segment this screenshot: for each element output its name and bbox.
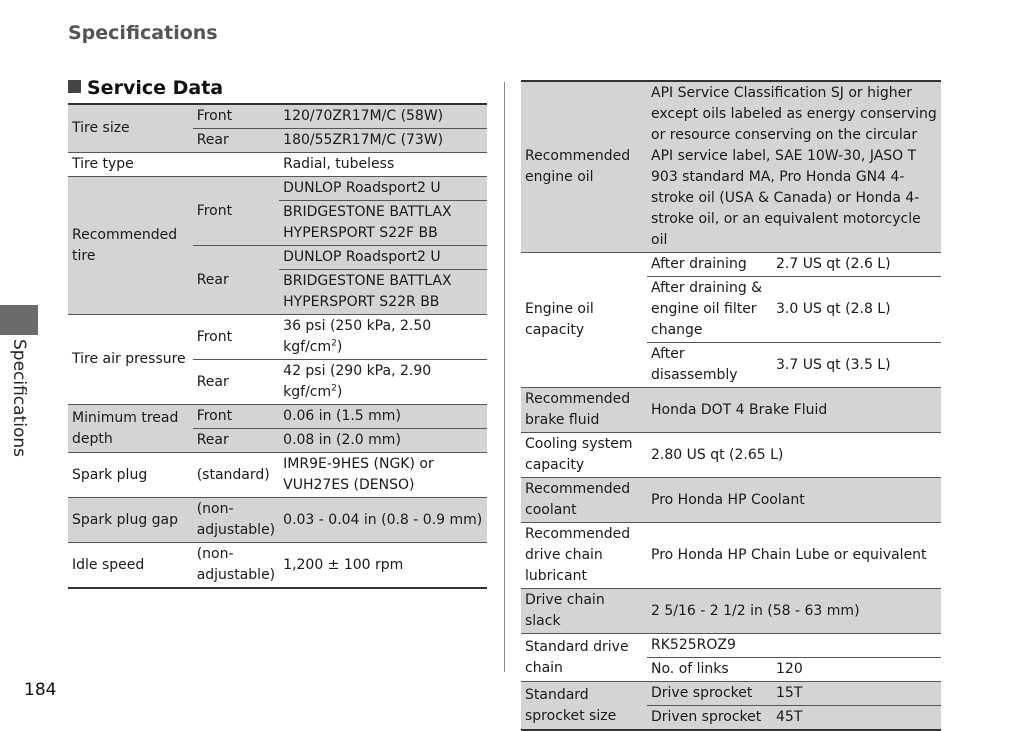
engine-oil-value: API Service Classification SJ or higher except oils labeled as energy conserving or resource conserving on the circular API service label, SAE 10W-30, JASO T 903 standard MA, Pro Honda GN4 4-stroke oil (USA & Canada) or Honda 4-stroke oil, or an equivalent motorcycle oil [647, 81, 941, 253]
oil-capacity-label: Engine oil capacity [521, 253, 647, 388]
drive-chain-label: Standard drive chain [521, 634, 647, 682]
side-tab-marker [0, 305, 38, 335]
table-row [521, 523, 941, 589]
table-row [68, 177, 487, 201]
table-row [68, 543, 487, 589]
table-row [68, 498, 487, 543]
tread-depth-front-value: 0.06 in (1.5 mm) [279, 405, 487, 429]
service-data-table-left [68, 103, 487, 589]
coolant-label: Recommended coolant [521, 478, 647, 523]
tread-depth-label: Minimum tread depth [68, 405, 193, 453]
table-row [521, 81, 941, 253]
tire-size-label: Tire size [68, 104, 193, 153]
table-row [521, 589, 941, 634]
recommended-tire-front-2: BRIDGESTONE BATTLAX HYPERSPORT S22F BB [279, 201, 487, 246]
page-header: Specifications [68, 22, 218, 44]
table-row [68, 405, 487, 429]
recommended-tire-front-label: Front [193, 177, 279, 246]
cooling-capacity-value: 2.80 US qt (2.65 L) [647, 433, 941, 478]
tire-size-front-label: Front [193, 104, 279, 129]
spark-plug-gap-label: Spark plug gap [68, 498, 193, 543]
chain-lube-value: Pro Honda HP Chain Lube or equivalent [647, 523, 941, 589]
oil-capacity-filter-label: After draining & engine oil filter change [647, 277, 772, 343]
drive-sprocket-label: Drive sprocket [647, 682, 772, 706]
tire-pressure-label: Tire air pressure [68, 315, 193, 405]
cooling-capacity-label: Cooling system capacity [521, 433, 647, 478]
table-row [68, 315, 487, 360]
section-title: Service Data [68, 77, 223, 99]
table-row [521, 682, 941, 706]
spark-plug-label: Spark plug [68, 453, 193, 498]
chain-slack-value: 2 5/16 - 2 1/2 in (58 - 63 mm) [647, 589, 941, 634]
table-row [521, 634, 941, 658]
table-row [68, 104, 487, 129]
sprocket-label: Standard sprocket size [521, 682, 647, 731]
chain-lube-label: Recommended drive chain lubricant [521, 523, 647, 589]
tire-pressure-front-value: 36 psi (250 kPa, 2.50 kgf/$cm^2$) [279, 315, 487, 360]
tread-depth-rear-value: 0.08 in (2.0 mm) [279, 429, 487, 453]
driven-sprocket-label: Driven sprocket [647, 706, 772, 731]
oil-capacity-filter-value: 3.0 US qt (2.8 L) [772, 277, 941, 343]
recommended-tire-rear-2: BRIDGESTONE BATTLAX HYPERSPORT S22R BB [279, 270, 487, 315]
oil-capacity-drain-value: 2.7 US qt (2.6 L) [772, 253, 941, 277]
square-bullet-icon [68, 80, 81, 93]
driven-sprocket-value: 45T [772, 706, 941, 731]
service-data-table-right [521, 80, 941, 731]
spark-plug-gap-value: 0.03 - 0.04 in (0.8 - 0.9 mm) [279, 498, 487, 543]
idle-speed-value: 1,200 ± 100 rpm [279, 543, 487, 589]
table-row [521, 253, 941, 277]
tire-type-label: Tire type [68, 153, 279, 177]
table-row [521, 388, 941, 433]
recommended-tire-front-1: DUNLOP Roadsport2 U [279, 177, 487, 201]
tire-pressure-rear-label: Rear [193, 360, 279, 405]
chain-links-value: 120 [772, 658, 941, 682]
table-row [521, 433, 941, 478]
tire-size-rear-label: Rear [193, 129, 279, 153]
oil-capacity-disassembly-value: 3.7 US qt (3.5 L) [772, 343, 941, 388]
idle-speed-label: Idle speed [68, 543, 193, 589]
tread-depth-front-label: Front [193, 405, 279, 429]
brake-fluid-value: Honda DOT 4 Brake Fluid [647, 388, 941, 433]
side-tab-label: Specifications [9, 338, 30, 458]
tread-depth-rear-label: Rear [193, 429, 279, 453]
oil-capacity-disassembly-label: After disassembly [647, 343, 772, 388]
drive-sprocket-value: 15T [772, 682, 941, 706]
brake-fluid-label: Recommended brake fluid [521, 388, 647, 433]
table-row [521, 478, 941, 523]
tire-pressure-front-label: Front [193, 315, 279, 360]
coolant-value: Pro Honda HP Coolant [647, 478, 941, 523]
spark-plug-sub: (standard) [193, 453, 279, 498]
page-number: 184 [24, 680, 57, 700]
spark-plug-gap-sub: (non-adjustable) [193, 498, 279, 543]
chain-links-label: No. of links [647, 658, 772, 682]
oil-capacity-drain-label: After draining [647, 253, 772, 277]
table-row [68, 153, 487, 177]
idle-speed-sub: (non-adjustable) [193, 543, 279, 589]
recommended-tire-label: Recommended tire [68, 177, 193, 315]
column-divider [504, 82, 505, 672]
recommended-tire-rear-1: DUNLOP Roadsport2 U [279, 246, 487, 270]
spark-plug-value: IMR9E-9HES (NGK) or VUH27ES (DENSO) [279, 453, 487, 498]
recommended-tire-rear-label: Rear [193, 246, 279, 315]
tire-type-value: Radial, tubeless [279, 153, 487, 177]
tire-size-front-value: 120/70ZR17M/C (58W) [279, 104, 487, 129]
table-row [68, 453, 487, 498]
engine-oil-label: Recommended engine oil [521, 81, 647, 253]
drive-chain-model: RK525ROZ9 [647, 634, 941, 658]
tire-size-rear-value: 180/55ZR17M/C (73W) [279, 129, 487, 153]
chain-slack-label: Drive chain slack [521, 589, 647, 634]
tire-pressure-rear-value: 42 psi (290 kPa, 2.90 kgf/$cm^2$) [279, 360, 487, 405]
